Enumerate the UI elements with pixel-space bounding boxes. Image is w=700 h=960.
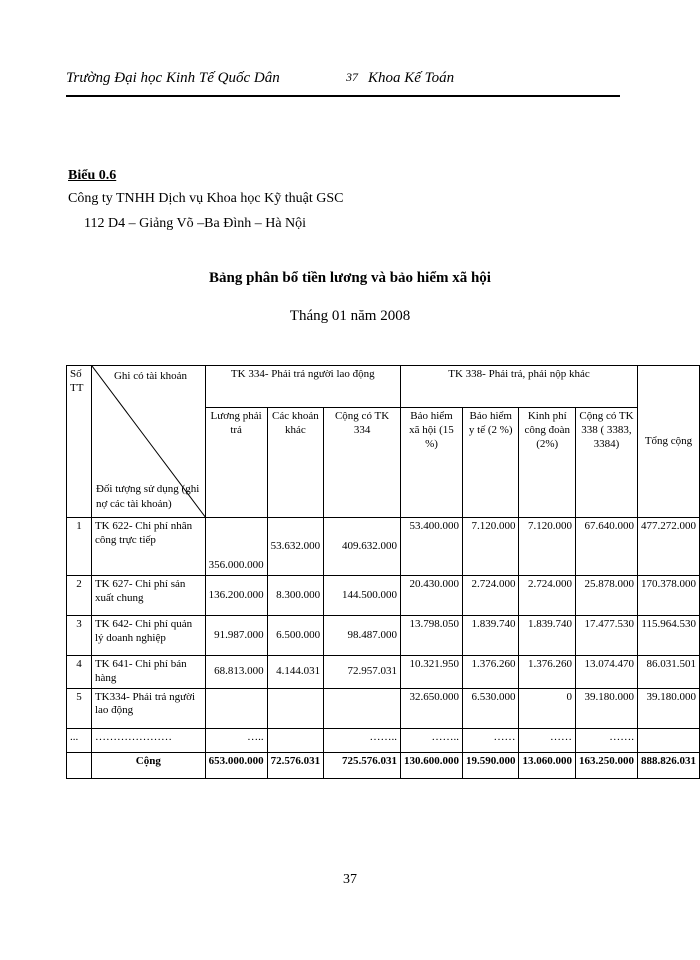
sum-health-insurance: 19.590.000 <box>462 752 519 778</box>
row-sum334: 72.957.031 <box>324 656 401 689</box>
header-rule <box>66 95 620 97</box>
department-name: Khoa Kế Toán <box>368 70 455 86</box>
sum-label: Cộng <box>91 752 205 778</box>
table-row <box>67 518 700 576</box>
table-sum-row <box>67 752 700 778</box>
row-health-insurance: 6.530.000 <box>462 688 519 728</box>
row-salary <box>205 688 267 728</box>
table-row-ellipsis <box>67 728 700 752</box>
sum-sum334: 725.576.031 <box>324 752 401 778</box>
row-name: TK 641- Chi phí bán hàng <box>91 656 205 689</box>
row-sum334: 144.500.000 <box>324 576 401 616</box>
row-total: 170.378.000 <box>637 576 699 616</box>
row-stt: 5 <box>67 688 92 728</box>
row-other: 8.300.000 <box>267 576 324 616</box>
company-address: 112 D4 – Giảng Võ –Ba Đình – Hà Nội <box>84 216 307 231</box>
row-salary: 136.200.000 <box>205 576 267 616</box>
sum-stt <box>67 752 92 778</box>
row-salary: 68.813.000 <box>205 656 267 689</box>
row-name: ………………… <box>91 728 205 752</box>
row-sum338: ……. <box>575 728 637 752</box>
company-name: Công ty TNHH Dịch vụ Khoa học Kỹ thuật GSC <box>68 191 344 206</box>
header-health-insurance: Bảo hiểm y tế (2 %) <box>462 408 519 518</box>
table-row <box>67 656 700 689</box>
row-sum334: 409.632.000 <box>324 518 401 576</box>
allocation-table <box>66 365 700 779</box>
header-union-fee: Kinh phí công đoàn (2%) <box>519 408 576 518</box>
header-other: Các khoản khác <box>267 408 324 518</box>
row-social-insurance: 53.400.000 <box>400 518 462 576</box>
row-social-insurance: 20.430.000 <box>400 576 462 616</box>
table-row <box>67 576 700 616</box>
row-union-fee: 7.120.000 <box>519 518 576 576</box>
row-union-fee: …… <box>519 728 576 752</box>
row-salary: 91.987.000 <box>205 616 267 656</box>
row-salary: ….. <box>205 728 267 752</box>
header-sum338: Cộng có TK 338 ( 3383, 3384) <box>575 408 637 518</box>
row-salary: 356.000.000 <box>205 518 267 576</box>
header-social-insurance: Bảo hiểm xã hội (15 %) <box>400 408 462 518</box>
page-header <box>66 70 620 92</box>
sum-social-insurance: 130.600.000 <box>400 752 462 778</box>
sum-salary: 653.000.000 <box>205 752 267 778</box>
header-stt: Số TT <box>67 366 92 518</box>
row-sum338: 67.640.000 <box>575 518 637 576</box>
row-health-insurance: 1.376.260 <box>462 656 519 689</box>
row-total <box>637 728 699 752</box>
row-social-insurance: 13.798.050 <box>400 616 462 656</box>
sum-total: 888.826.031 <box>637 752 699 778</box>
row-union-fee: 2.724.000 <box>519 576 576 616</box>
row-name: TK 642- Chi phí quản lý doanh nghiệp <box>91 616 205 656</box>
row-sum334: …….. <box>324 728 401 752</box>
table-row <box>67 616 700 656</box>
row-other: 4.144.031 <box>267 656 324 689</box>
header-debit-object: Đối tượng sử dụng (ghi nợ các tài khoản) <box>95 483 200 510</box>
row-stt: 2 <box>67 576 92 616</box>
row-name: TK 627- Chi phí sản xuất chung <box>91 576 205 616</box>
row-social-insurance: …….. <box>400 728 462 752</box>
row-union-fee: 1.376.260 <box>519 656 576 689</box>
row-health-insurance: 1.839.740 <box>462 616 519 656</box>
header-page-number: 37 <box>346 70 358 84</box>
row-health-insurance: …… <box>462 728 519 752</box>
header-sum334: Cộng có TK 334 <box>324 408 401 518</box>
row-other <box>267 728 324 752</box>
header-total: Tổng cộng <box>637 366 699 518</box>
document-subtitle: Tháng 01 năm 2008 <box>289 308 411 324</box>
row-sum338: 39.180.000 <box>575 688 637 728</box>
school-name: Trường Đại học Kinh Tế Quốc Dân <box>66 70 280 86</box>
document-title: Bảng phân bổ tiền lương và bảo hiểm xã hội <box>209 270 491 286</box>
row-health-insurance: 2.724.000 <box>462 576 519 616</box>
row-sum338: 17.477.530 <box>575 616 637 656</box>
row-total: 477.272.000 <box>637 518 699 576</box>
row-sum334: 98.487.000 <box>324 616 401 656</box>
row-name: TK 622- Chi phí nhân công trực tiếp <box>91 518 205 576</box>
sum-other: 72.576.031 <box>267 752 324 778</box>
header-tk334: TK 334- Phải trả người lao động <box>205 366 400 408</box>
row-health-insurance: 7.120.000 <box>462 518 519 576</box>
row-other: 6.500.000 <box>267 616 324 656</box>
row-union-fee: 0 <box>519 688 576 728</box>
header-salary: Lương phải trả <box>205 408 267 518</box>
row-sum334 <box>324 688 401 728</box>
row-stt: 3 <box>67 616 92 656</box>
row-total: 39.180.000 <box>637 688 699 728</box>
row-total: 115.964.530 <box>637 616 699 656</box>
footer-page-number: 37 <box>343 872 357 887</box>
header-tk338: TK 338- Phải trả, phải nộp khác <box>400 366 637 408</box>
row-union-fee: 1.839.740 <box>519 616 576 656</box>
header-credit-account: Ghi có tài khoản <box>113 370 187 382</box>
row-other: 53.632.000 <box>267 518 324 576</box>
row-total: 86.031.501 <box>637 656 699 689</box>
sum-union-fee: 13.060.000 <box>519 752 576 778</box>
row-sum338: 13.074.470 <box>575 656 637 689</box>
row-stt: ... <box>67 728 92 752</box>
row-sum338: 25.878.000 <box>575 576 637 616</box>
row-name: TK334- Phải trả người lao động <box>91 688 205 728</box>
form-label: Biểu 0.6 <box>68 168 117 183</box>
sum-sum338: 163.250.000 <box>575 752 637 778</box>
row-stt: 1 <box>67 518 92 576</box>
row-social-insurance: 10.321.950 <box>400 656 462 689</box>
table-row <box>67 688 700 728</box>
row-stt: 4 <box>67 656 92 689</box>
row-other <box>267 688 324 728</box>
header-diagonal-cell <box>91 366 205 518</box>
row-social-insurance: 32.650.000 <box>400 688 462 728</box>
